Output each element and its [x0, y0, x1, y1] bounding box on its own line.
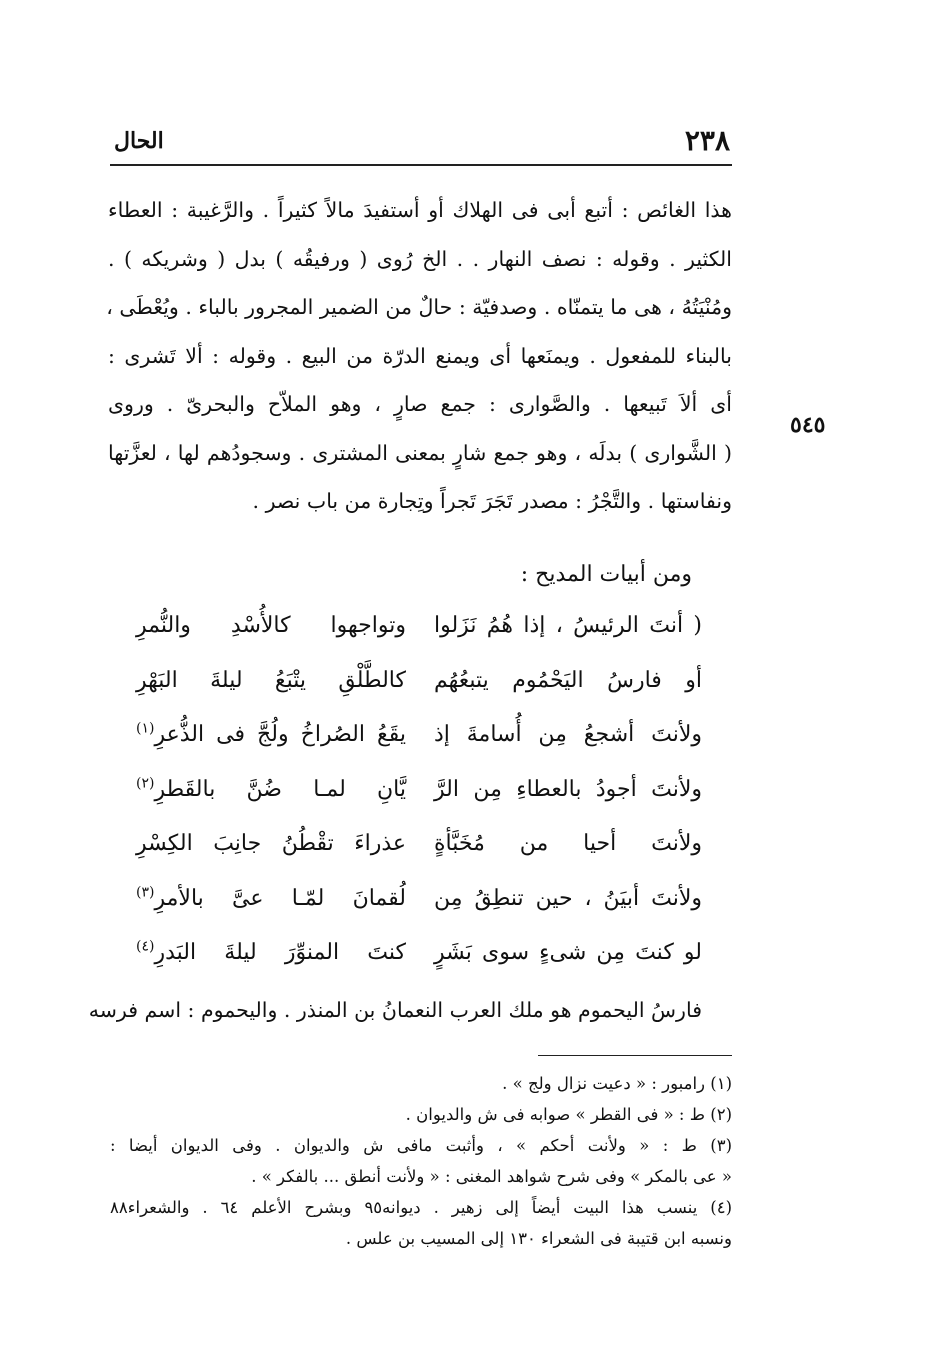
footnote-rule	[538, 1055, 732, 1056]
poem	[136, 602, 702, 984]
verse-text: يقَعُ الصُراخُ ولُجَّ فى الذُّعرِ	[154, 722, 406, 747]
verse-second-hemistich	[136, 711, 406, 759]
verse-first-hemistich: ولأنتَ أشجعُ مِن أُسامةَ إذ	[434, 722, 702, 747]
verse	[136, 711, 702, 766]
page-header	[110, 124, 730, 160]
footnotes	[110, 1068, 732, 1254]
verse-text: عذراءَ تقْطُنُ جانِبَ الكِسْرِ	[136, 831, 406, 856]
commentary-line: هذا الغائص : أتبع أبى فى الهلاك أو أستفيدَ مالاً كثيراً . والرَّغيبة : العطاء	[108, 198, 732, 222]
commentary-line: ( الشَّوارى ) بدلَه ، وهو جمع شارٍ بمعنى المشترى . وسجودُهم لها ، لعزَّتها	[108, 440, 732, 465]
footnote: (٤) ينسب هذا البيت أيضاً إلى زهير . ديوانه٩٥ وبشرح الأعلم ٦٤ . والشعراء٨٨	[110, 1198, 732, 1217]
running-title: الحال	[114, 128, 164, 154]
header-rule	[110, 164, 732, 166]
verse	[136, 602, 702, 657]
footnote: (١) رامبور : « دعيت نزال ولج » .	[502, 1074, 732, 1093]
verse	[136, 929, 702, 984]
verse-text: وتواجهوا كالأُسْدِ والنُّمرِ	[136, 613, 406, 638]
verse-first-hemistich: أو فارسُ اليَحْمُوم يتبعُهُم	[434, 667, 702, 693]
page-number: ٢٣٨	[684, 124, 730, 157]
verse-text: كنتَ المنوِّرَ ليلةَ البَدرِ	[154, 940, 406, 965]
verse-text: يَّانِ لمـا ضُنَّ بالقَطرِ	[154, 776, 406, 802]
verse-second-hemistich	[136, 602, 406, 650]
footnote-marker: (٢)	[136, 775, 155, 792]
footnote-marker: (١)	[136, 720, 155, 737]
footnote: (٢) ط : « فى القطر » صوابه فى ش والديوان .	[405, 1105, 732, 1124]
commentary-line: الكثير . وقوله : نصف النهار . . الخ رُوى ( ورفيقُه ) بدل ( وشريكه ) .	[108, 246, 732, 271]
verse-first-hemistich: ولأنتَ أبيَنُ ، حين تنطِقُ مِن	[434, 885, 702, 911]
commentary-line: ومُنْيَتُهُ ، هى ما يتمنّاه . وصدفيّة : حالٌ من الضمير المجرور بالباء . ويُعْطَى ،	[106, 295, 732, 319]
verse-second-hemistich	[136, 875, 406, 923]
footnote: « عى بالمكر » وفى شرح شواهد المغنى : « ولأنت أنطق ... بالفكر » .	[251, 1167, 732, 1186]
footnote: ونسبه ابن قتيبة فى الشعراء ١٣٠ إلى المسيب بن علس .	[345, 1229, 732, 1248]
verse	[136, 657, 702, 712]
footnote-marker: (٤)	[136, 938, 155, 955]
commentary-line: أى ألاَ تَبيعها . والصَّوارى : جمع صارٍ ، وهو الملاّح والبحرىّ . وروى	[108, 392, 732, 416]
verse-first-hemistich: لو كنتَ مِن شىءٍ سوى بَشَرٍ	[434, 940, 702, 965]
commentary-paragraph	[108, 186, 732, 526]
verse	[136, 820, 702, 875]
verse-first-hemistich: ( أنتَ الرئيسُ ، إذا هُمُ نَزَلوا	[434, 613, 702, 638]
verse-second-hemistich	[136, 929, 406, 977]
verse	[136, 875, 702, 930]
verse-first-hemistich: ولأنتَ أحيا من مُخَبَّأةٍ	[434, 831, 702, 856]
verse-first-hemistich: ولأنتَ أجودُ بالعطاءِ مِن الرَّ	[434, 776, 702, 802]
verse-text: لُقمانَ لمّـا عىَّ بالأمرِ	[154, 885, 406, 911]
commentary-line: بالبناء للمفعول . ويمنَعها أى ويمنع الدرّة من البيع . وقوله : ألا تَشرى :	[108, 343, 732, 368]
footnote-marker: (٣)	[136, 884, 155, 901]
poem-intro: ومن أبيات المديح :	[520, 562, 692, 587]
verse-second-hemistich	[136, 657, 406, 705]
margin-verse-number: ٥٤٥	[790, 412, 826, 438]
footnote: (٣) ط : « ولأنت أحكم » ، وأثبت مافى ش والديوان . وفى الديوان أيضا :	[110, 1136, 732, 1155]
commentary-line: ونفاستها . والتَّجْرُ : مصدر تَجَرَ تَجراً وتِجارة من باب نصر .	[252, 489, 732, 513]
verse	[136, 766, 702, 821]
poem-note: فارسُ اليحموم هو ملك العرب النعمانُ بن المنذر . واليحموم : اسم فرسه	[88, 998, 702, 1022]
verse-second-hemistich	[136, 766, 406, 814]
verse-text: كالطَّلْقِ يتْبَعُ ليلةَ البَهْرِ	[136, 667, 406, 693]
verse-second-hemistich	[136, 820, 406, 868]
